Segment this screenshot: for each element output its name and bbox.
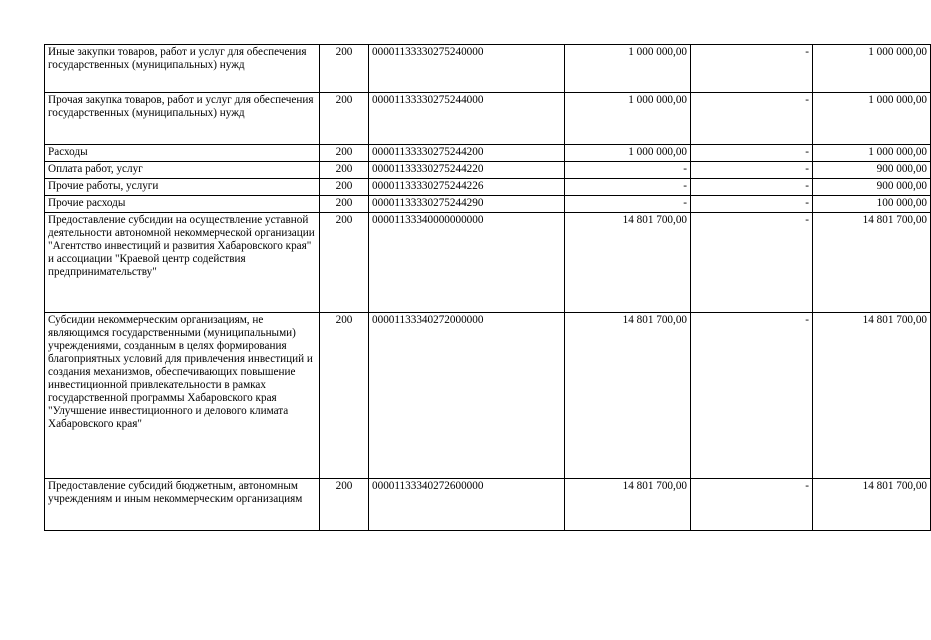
row-name: Предоставление субсидий бюджетным, автономным учреждениям и иным некоммерческим организациям: [45, 479, 320, 531]
row-code: 200: [320, 145, 369, 162]
row-approved: 1 000 000,00: [565, 93, 691, 145]
row-code: 200: [320, 196, 369, 213]
row-remaining: 1 000 000,00: [813, 145, 931, 162]
row-name: Прочая закупка товаров, работ и услуг для обеспечения государственных (муниципальных) нужд: [45, 93, 320, 145]
row-remaining: 1 000 000,00: [813, 93, 931, 145]
row-executed: -: [691, 196, 813, 213]
table-row: [45, 213, 931, 313]
row-name: Субсидии некоммерческим организациям, не являющимся государственными (муниципальными) учреждениями, созданным в целях формирования благоприятных условий для привлечения инвестиций и создания механизмов, обеспечивающих повышение инвестиционной привлекательности в рамках государственной программы Хабаровского края "Улучшение инвестиционного и делового климата Хабаровского края": [45, 313, 320, 479]
row-executed: -: [691, 145, 813, 162]
row-classification: 00001133340000000000: [369, 213, 565, 313]
table-row: [45, 162, 931, 179]
row-remaining: 14 801 700,00: [813, 313, 931, 479]
row-classification: 00001133330275244226: [369, 179, 565, 196]
row-name: Расходы: [45, 145, 320, 162]
row-name: Прочие работы, услуги: [45, 179, 320, 196]
row-classification: 00001133330275244220: [369, 162, 565, 179]
row-remaining: 100 000,00: [813, 196, 931, 213]
row-name: Оплата работ, услуг: [45, 162, 320, 179]
row-executed: -: [691, 313, 813, 479]
row-approved: 1 000 000,00: [565, 45, 691, 93]
row-remaining: 14 801 700,00: [813, 213, 931, 313]
row-classification: 00001133340272000000: [369, 313, 565, 479]
row-approved: -: [565, 196, 691, 213]
table-row: [45, 313, 931, 479]
row-classification: 00001133330275244290: [369, 196, 565, 213]
row-executed: -: [691, 93, 813, 145]
row-name: Предоставление субсидии на осуществление уставной деятельности автономной некоммерческой организации "Агентство инвестиций и развития Хабаровского края" и ассоциации "Краевой центр содействия предпринимательству": [45, 213, 320, 313]
table-row: [45, 479, 931, 531]
row-code: 200: [320, 213, 369, 313]
row-classification: 00001133340272600000: [369, 479, 565, 531]
row-code: 200: [320, 179, 369, 196]
row-name: Иные закупки товаров, работ и услуг для обеспечения государственных (муниципальных) нужд: [45, 45, 320, 93]
row-code: 200: [320, 313, 369, 479]
row-classification: 00001133330275244200: [369, 145, 565, 162]
table-row: [45, 145, 931, 162]
table-row: [45, 93, 931, 145]
row-approved: 14 801 700,00: [565, 313, 691, 479]
row-remaining: 1 000 000,00: [813, 45, 931, 93]
row-remaining: 14 801 700,00: [813, 479, 931, 531]
row-executed: -: [691, 479, 813, 531]
row-approved: 14 801 700,00: [565, 479, 691, 531]
table-row: [45, 45, 931, 93]
row-classification: 00001133330275240000: [369, 45, 565, 93]
budget-table-body: [45, 45, 931, 531]
row-classification: 00001133330275244000: [369, 93, 565, 145]
table-row: [45, 179, 931, 196]
row-approved: -: [565, 179, 691, 196]
row-code: 200: [320, 479, 369, 531]
row-approved: 1 000 000,00: [565, 145, 691, 162]
row-code: 200: [320, 93, 369, 145]
table-row: [45, 196, 931, 213]
budget-table: [44, 44, 931, 531]
row-executed: -: [691, 45, 813, 93]
row-name: Прочие расходы: [45, 196, 320, 213]
row-approved: -: [565, 162, 691, 179]
row-approved: 14 801 700,00: [565, 213, 691, 313]
row-executed: -: [691, 162, 813, 179]
row-remaining: 900 000,00: [813, 162, 931, 179]
row-remaining: 900 000,00: [813, 179, 931, 196]
row-executed: -: [691, 213, 813, 313]
row-code: 200: [320, 162, 369, 179]
row-executed: -: [691, 179, 813, 196]
row-code: 200: [320, 45, 369, 93]
